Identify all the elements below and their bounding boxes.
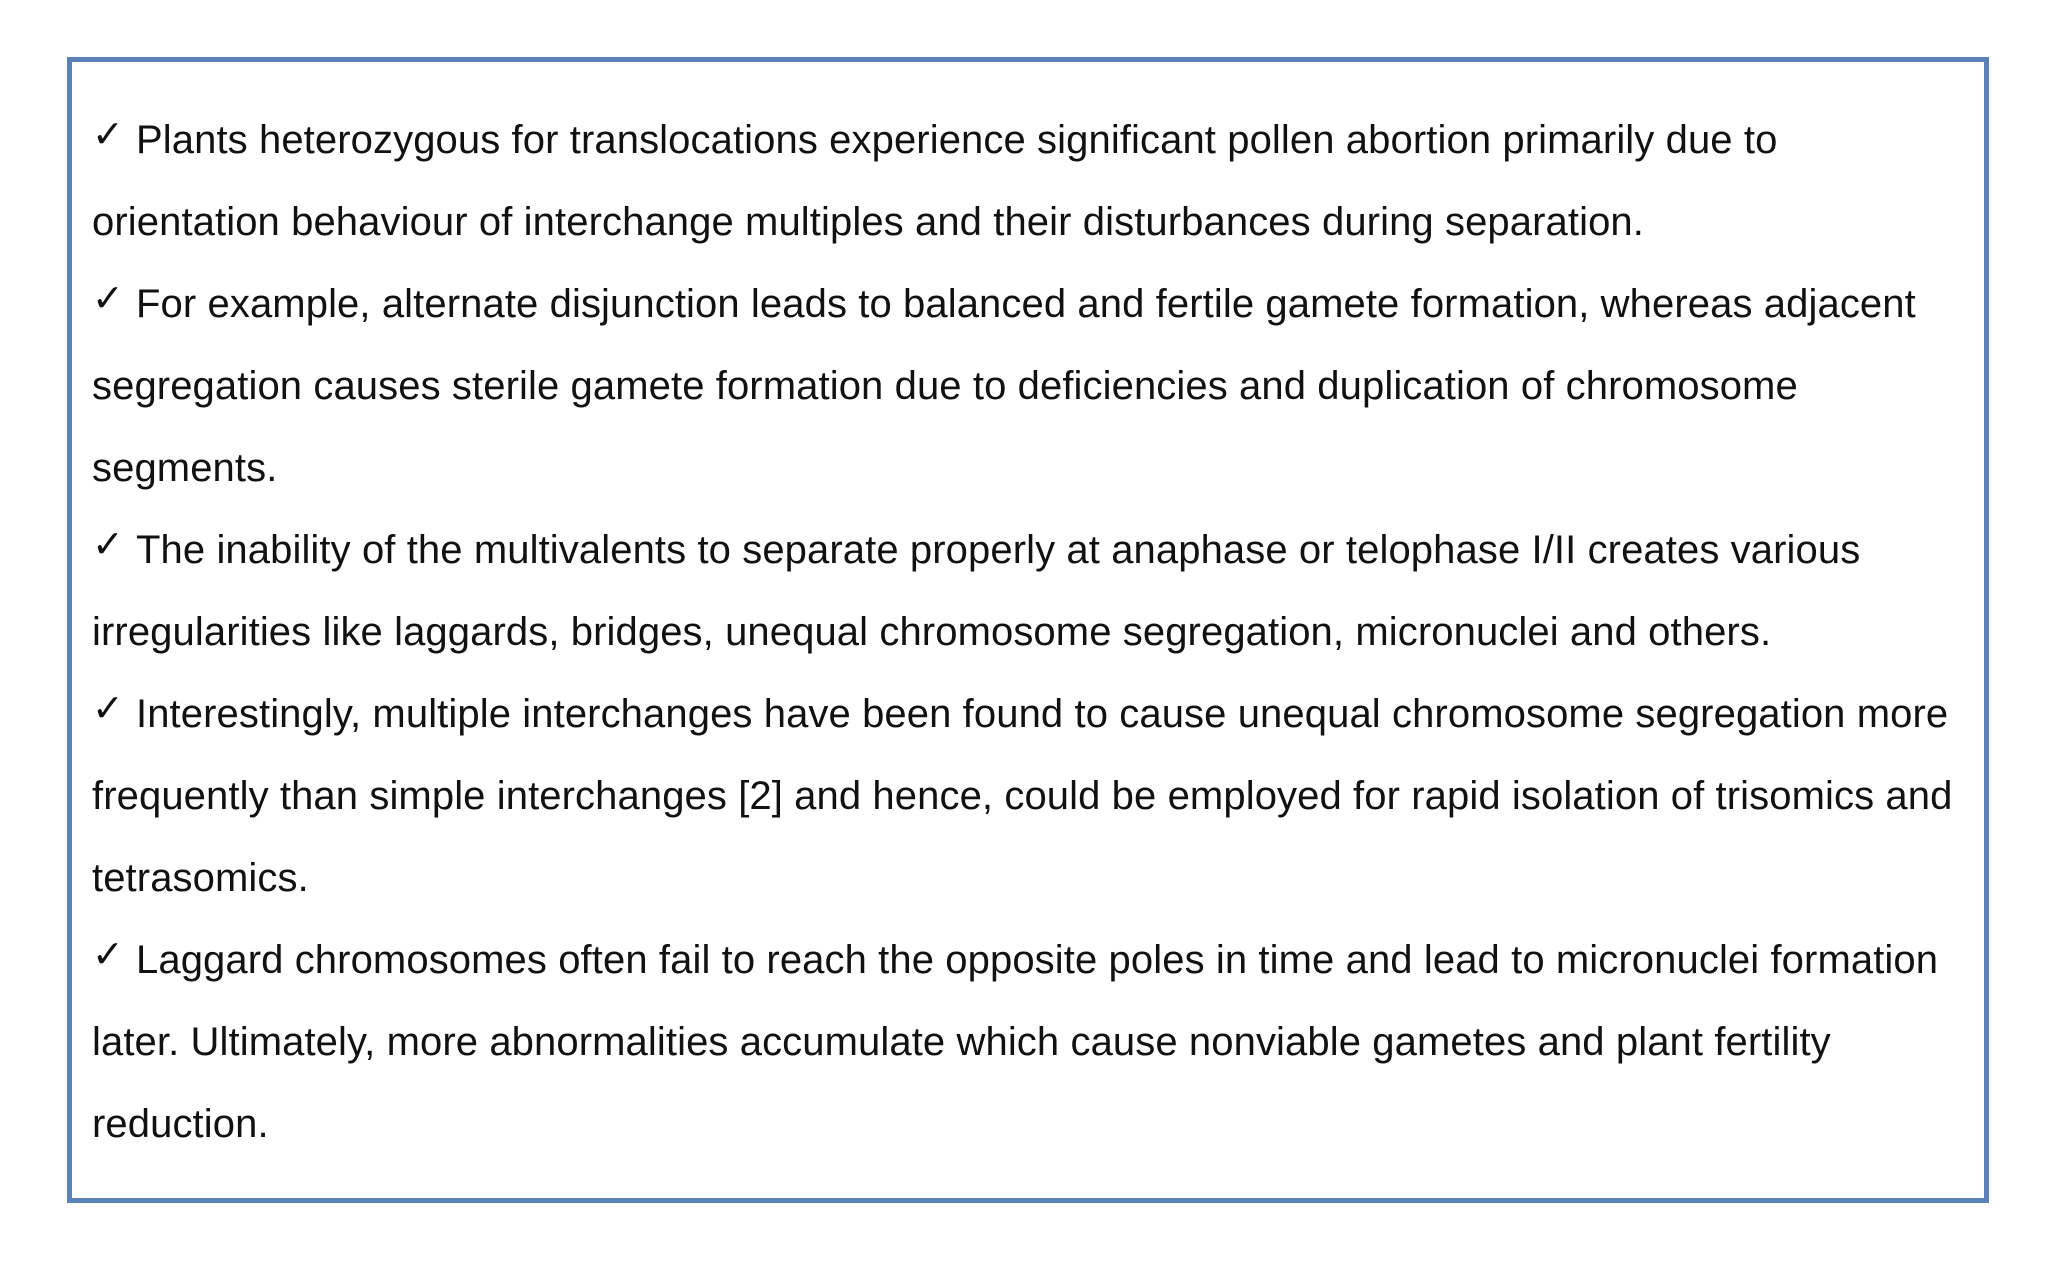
content-box [67,57,1989,1203]
checkmark-icon: ✓ [92,688,124,730]
checkmark-icon: ✓ [92,114,124,156]
checkmark-icon: ✓ [92,934,124,976]
bullet-list [92,99,1972,1165]
bullet-text: Laggard chromosomes often fail to reach the opposite poles in time and lead to micronuclei formation later. Ultimately, more abnormalities accumulate which cause nonviable gametes and plant fertility reduction. [92,938,1939,1146]
checkmark-icon: ✓ [92,524,124,566]
bullet-item [92,919,1972,1165]
bullet-item [92,673,1972,919]
bullet-item [92,99,1972,263]
bullet-text: Interestingly, multiple interchanges have been found to cause unequal chromosome segregation more frequently than simple interchanges [2] and hence, could be employed for rapid isolation of trisomics and tetrasomics. [92,692,1953,900]
bullet-text: The inability of the multivalents to separate properly at anaphase or telophase I/II creates various irregularities like laggards, bridges, unequal chromosome segregation, micronuclei and others. [92,528,1861,654]
bullet-item [92,263,1972,509]
bullet-item [92,509,1972,673]
checkmark-icon: ✓ [92,278,124,320]
bullet-text: Plants heterozygous for translocations experience significant pollen abortion primarily due to orientation behaviour of interchange multiples and their disturbances during separation. [92,118,1778,244]
bullet-text: For example, alternate disjunction leads to balanced and fertile gamete formation, whereas adjacent segregation causes sterile gamete formation due to deficiencies and duplication of chromosome segments. [92,282,1916,490]
